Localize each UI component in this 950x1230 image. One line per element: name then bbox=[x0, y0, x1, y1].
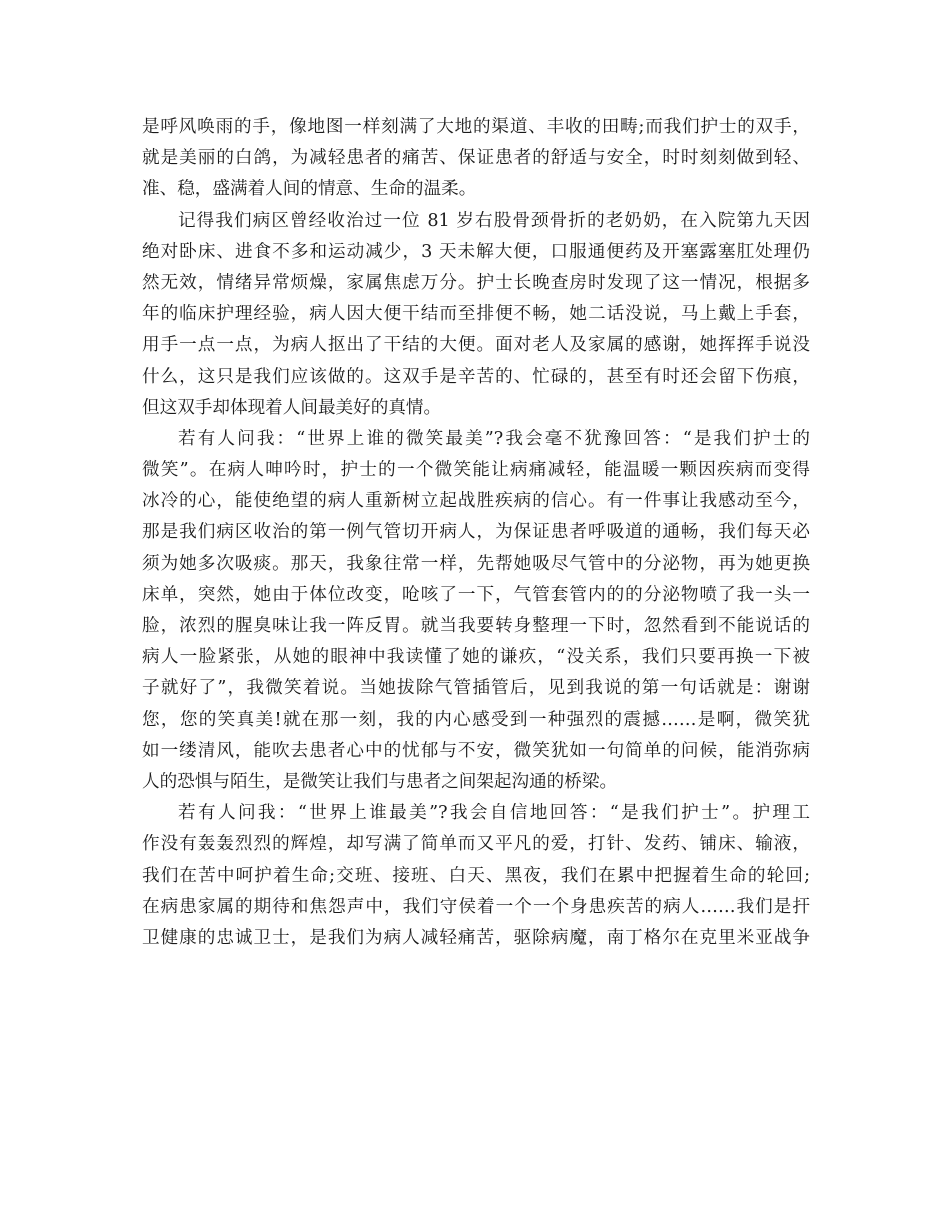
text-line: 须为她多次吸痰。那天，我象往常一样，先帮她吸尽气管中的分泌物，再为她更换 bbox=[142, 553, 810, 574]
text-line: 病人一脸紧张，从她的眼神中我读懂了她的谦疚，“没关系，我们只要再换一下被 bbox=[142, 647, 810, 668]
text-line: 人的恐惧与陌生，是微笑让我们与患者之间架起沟通的桥梁。 bbox=[142, 771, 618, 792]
text-line: 子就好了”，我微笑着说。当她拔除气管插管后，见到我说的第一句话就是：谢谢 bbox=[142, 678, 810, 699]
body-text bbox=[142, 112, 810, 954]
paragraph-first-line: 若有人问我：“世界上谁的微笑最美”?我会毫不犹豫回答：“是我们护士的 bbox=[178, 428, 810, 449]
text-line: 如一缕清风，能吹去患者心中的忧郁与不安，微笑犹如一句简单的问候，能消弥病 bbox=[142, 740, 810, 761]
text-line: 然无效，情绪异常烦燥，家属焦虑万分。护士长晚查房时发现了这一情况，根据多 bbox=[142, 272, 810, 293]
text-line: 脸，浓烈的腥臭味让我一阵反胃。就当我要转身整理一下时，忽然看到不能说话的 bbox=[142, 616, 810, 636]
text-line: 就是美丽的白鸽，为减轻患者的痛苦、保证患者的舒适与安全，时时刻刻做到轻、 bbox=[142, 148, 810, 169]
text-line: 但这双手却体现着人间最美好的真情。 bbox=[142, 397, 442, 418]
text-line: 您，您的笑真美!就在那一刻，我的内心感受到一种强烈的震撼……是啊，微笑犹 bbox=[142, 709, 810, 730]
text-line: 冰冷的心，能使绝望的病人重新树立起战胜疾病的信心。有一件事让我感动至今， bbox=[142, 491, 810, 512]
text-line: 什么，这只是我们应该做的。这双手是辛苦的、忙碌的，甚至有时还会留下伤痕， bbox=[142, 366, 810, 387]
text-line: 用手一点一点，为病人抠出了干结的大便。面对老人及家属的感谢，她挥挥手说没 bbox=[142, 335, 810, 356]
text-line: 我们在苦中呵护着生命;交班、接班、白天、黑夜，我们在累中把握着生命的轮回; bbox=[142, 865, 810, 886]
paragraph-first-line: 若有人问我：“世界上谁最美”?我会自信地回答：“是我们护士”。护理工 bbox=[178, 803, 810, 824]
text-line: 在病患家属的期待和焦怨声中，我们守侯着一个一个身患疾苦的病人……我们是扞 bbox=[142, 896, 810, 917]
text-line: 是呼风唤雨的手，像地图一样刻满了大地的渠道、丰收的田畴;而我们护士的双手， bbox=[142, 117, 810, 137]
text-line: 床单，突然，她由于体位改变，呛咳了一下，气管套管内的的分泌物喷了我一头一 bbox=[142, 584, 810, 605]
text-line: 年的临床护理经验，病人因大便干结而至排便不畅，她二话没说，马上戴上手套， bbox=[142, 304, 810, 325]
text-line: 准、稳，盛满着人间的情意、生命的温柔。 bbox=[142, 179, 477, 200]
text-line: 卫健康的忠诚卫士，是我们为病人减轻痛苦，驱除病魔，南丁格尔在克里米亚战争 bbox=[142, 927, 810, 948]
text-line: 微笑”。在病人呻吟时，护士的一个微笑能让病痛减轻，能温暖一颗因疾病而变得 bbox=[142, 460, 810, 481]
paragraph-first-line: 记得我们病区曾经收治过一位 81 岁右股骨颈骨折的老奶奶，在入院第九天因 bbox=[178, 210, 810, 231]
text-line: 那是我们病区收治的第一例气管切开病人，为保证患者呼吸道的通畅，我们每天必 bbox=[142, 522, 810, 543]
text-line: 绝对卧床、进食不多和运动减少，3 天未解大便，口服通便药及开塞露塞肛处理仍 bbox=[142, 241, 810, 262]
text-line: 作没有轰轰烈烈的辉煌，却写满了简单而又平凡的爱，打针、发药、铺床、输液， bbox=[142, 834, 810, 855]
